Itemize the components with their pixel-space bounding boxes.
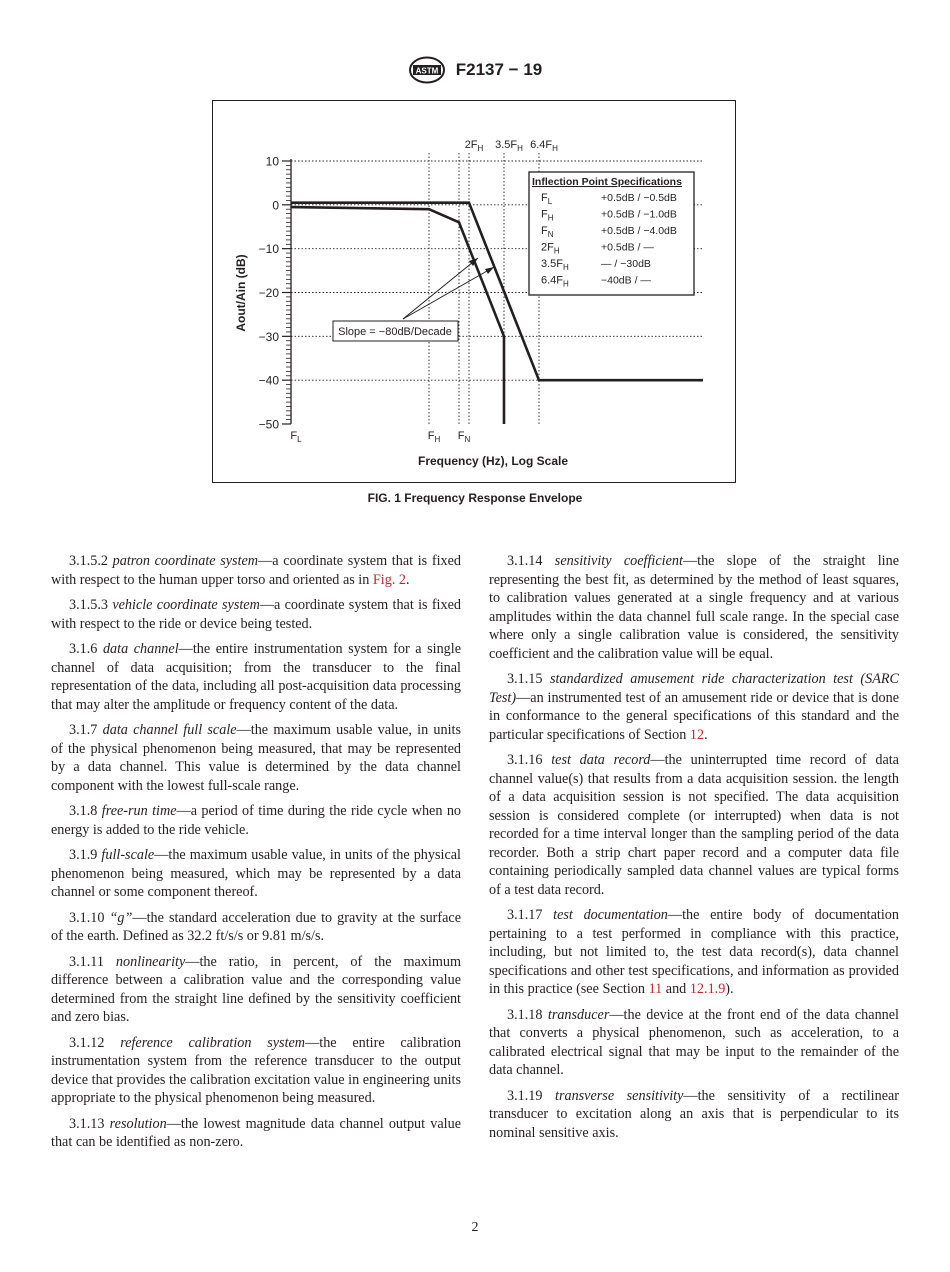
y-tick-label: −20 <box>258 286 279 300</box>
definition-number: 3.1.12 <box>69 1034 105 1051</box>
y-axis-label: Aout/Ain (dB) <box>234 254 248 332</box>
cross-reference-link[interactable]: Fig. 2 <box>372 571 407 588</box>
definition-text: —a period of time during the ride cycle when no energy is added to the ride vehicle. <box>51 803 462 838</box>
definition-number: 3.1.10 <box>69 909 105 926</box>
astm-logo-icon <box>408 56 446 84</box>
definition-term: data channel <box>102 641 179 657</box>
top-frequency-label: $2F_H$ <box>464 139 484 153</box>
legend-row-name: $F_L$ <box>541 192 553 206</box>
definition-term: transverse sensitivity <box>555 1087 684 1104</box>
cross-reference-link[interactable]: 12.1.9 <box>689 981 726 997</box>
y-tick-label: −40 <box>258 373 279 388</box>
definition-text: —the standard acceleration due to gravity at the surface of the earth. Defined as 32.2 ft/s/s or 9.81 m/s/s. <box>51 909 462 944</box>
definition-text-end: . <box>704 726 708 743</box>
legend-row-value: +0.5dB / −0.5dB <box>601 192 677 204</box>
definition-text: —the maximum usable value, in units of the physical phenomenon being measured, which may be represented by a data channel or some component thereof. <box>51 847 461 900</box>
definition-number: 3.1.7 <box>69 722 98 738</box>
definition-text-end: ). <box>725 981 734 997</box>
definition-term: nonlinearity <box>115 953 186 970</box>
definition-term: test documentation <box>553 907 668 923</box>
definition-paragraph <box>51 1115 461 1152</box>
right-column <box>489 552 899 1149</box>
definition-number: 3.1.6 <box>69 641 98 657</box>
annotation-arrowhead <box>485 267 494 274</box>
x-tick-label: $F_L$ <box>290 430 302 444</box>
definition-paragraph <box>51 721 461 795</box>
legend-row-value: — / −30dB <box>601 258 651 270</box>
definition-number: 3.1.11 <box>69 953 104 970</box>
definition-term: standardized amusement ride characterization test (SARC Test) <box>489 671 899 706</box>
cross-reference-link[interactable]: 11 <box>648 981 663 997</box>
definition-term: resolution <box>109 1115 167 1132</box>
definition-text: —the entire calibration instrumentation system from the reference transducer to the output device that provides the calibration excitation value in engineering units appropriate to the physical phenomenon being measured. <box>51 1034 462 1106</box>
definition-number: 3.1.17 <box>507 907 543 923</box>
definition-paragraph <box>51 909 461 946</box>
definition-paragraph <box>51 1034 461 1108</box>
legend-row-name: $3.5F_H$ <box>541 258 569 272</box>
definition-paragraph <box>51 953 461 1027</box>
top-frequency-label: $3.5F_H$ <box>495 139 523 153</box>
definition-text: —the sensitivity of a rectilinear transducer to excitation along an axis that is perpendicular to its nominal sensitive axis. <box>489 1087 900 1141</box>
definition-term: full-scale <box>101 847 155 863</box>
definition-text-end: . <box>406 571 410 588</box>
definition-term: “g” <box>109 909 133 926</box>
definition-number: 3.1.8 <box>69 803 98 819</box>
definition-term: free-run time <box>101 803 177 819</box>
definition-term: vehicle coordinate system <box>112 597 260 613</box>
annotation-arrow <box>403 258 478 319</box>
x-axis-label: Frequency (Hz), Log Scale <box>417 454 569 468</box>
legend-row-value: +0.5dB / −4.0dB <box>601 225 677 237</box>
definition-term: data channel full scale <box>102 722 237 738</box>
y-tick-label: −30 <box>258 329 279 344</box>
astm-logo-text: ASTM <box>415 66 439 76</box>
annotation-text: Slope = −80dB/Decade <box>338 326 452 338</box>
definition-number: 3.1.16 <box>507 752 543 768</box>
definition-text: —the ratio, in percent, of the maximum difference between a calibration value and the corresponding value determined from the straight line defined by the sensitivity coefficient and zero bias. <box>51 953 462 1025</box>
y-tick-label: −50 <box>258 417 279 432</box>
figure-1-frame <box>212 100 736 483</box>
definition-number: 3.1.9 <box>69 847 98 863</box>
page-header <box>0 56 950 84</box>
legend-row-value: +0.5dB / −1.0dB <box>601 208 677 221</box>
definition-term: patron coordinate system <box>112 553 259 569</box>
figure-caption: FIG. 1 Frequency Response Envelope <box>367 491 583 505</box>
definition-paragraph <box>51 596 461 633</box>
definition-term: test data record <box>551 752 651 768</box>
page-number: 2 <box>471 1220 479 1235</box>
definition-text: —the slope of the straight line representing the best fit, as determined by the method of least squares, to calibration values generated at a single frequency and at various amplitudes within the data channel full scale range. In the special case where only a single calibration value is considered, the sensitivity coefficient and the calibration value will be equal. <box>489 553 900 662</box>
envelope-line <box>291 207 504 424</box>
definition-paragraph <box>51 846 461 902</box>
legend-title: Inflection Point Specifications <box>532 176 682 188</box>
definition-text: —the entire instrumentation system for a single channel of data acquisition; from the transducer to the final representation of the data, including all post-acquisition data processing that may alter the amplitude or frequency content of the data. <box>51 641 462 713</box>
definition-term: sensitivity coefficient <box>554 553 683 569</box>
legend-row-name: $2F_H$ <box>541 241 560 256</box>
definition-paragraph <box>51 552 461 589</box>
definition-paragraph <box>51 640 461 714</box>
annotation-arrow <box>403 267 494 319</box>
definition-number: 3.1.15 <box>507 671 543 687</box>
top-frequency-label: $6.4F_H$ <box>530 139 558 153</box>
definition-text: —the entire body of documentation pertaining to a test performed in compliance with this practice, including, but not limited to, the test data record(s), data channel specifications and other test specifications, and information as provided in this practice (see Section <box>489 907 899 997</box>
legend-row-name: $F_N$ <box>541 225 554 239</box>
document-id: F2137 − 19 <box>455 60 543 79</box>
cross-reference-link[interactable]: 12 <box>689 726 705 743</box>
y-tick-label: −10 <box>258 242 279 257</box>
definition-term: reference calibration system <box>120 1034 306 1051</box>
definition-text: —the uninterrupted time record of data channel value(s) that results from a data acquisition session. the length of a data acquisition session is not specified. The data acquisition session is considered complete (or interrupted) when data is not recorded for a time interval longer than the sampling period of the data recorder. Both a strip chart paper record and a computer data file containing periodically sampled data channel values are typical forms of a test data record. <box>489 752 899 898</box>
definition-number: 3.1.13 <box>69 1115 105 1132</box>
definition-number: 3.1.14 <box>507 553 543 569</box>
definition-paragraph <box>489 670 899 744</box>
definition-text: —a coordinate system that is fixed with respect to the ride or device being tested. <box>51 597 461 632</box>
definition-paragraph <box>489 552 899 663</box>
x-tick-label: $F_H$ <box>427 430 441 444</box>
definition-text: —the maximum usable value, in units of the physical phenomenon being measured, that may be represented by a data channel. This value is determined by the data channel component with the lowest full-scale range. <box>51 722 461 794</box>
legend-row-name: $F_H$ <box>541 208 554 223</box>
definition-number: 3.1.18 <box>507 1006 543 1023</box>
legend-row-value: +0.5dB / — <box>601 241 654 254</box>
definition-term: transducer <box>547 1006 610 1023</box>
legend-row-name: $6.4F_H$ <box>541 274 569 289</box>
left-column <box>51 552 461 1159</box>
y-tick-label: 10 <box>265 154 279 169</box>
legend-row-value: −40dB / — <box>601 274 651 287</box>
definition-text: —the lowest magnitude data channel output value that can be identified as non-zero. <box>51 1115 462 1150</box>
definition-paragraph <box>51 802 461 839</box>
definition-paragraph <box>489 906 899 999</box>
definition-paragraph <box>489 751 899 899</box>
definition-number: 3.1.5.2 <box>69 553 109 569</box>
y-tick-label: 0 <box>272 198 279 213</box>
definition-number: 3.1.5.3 <box>69 597 109 613</box>
definition-number: 3.1.19 <box>507 1087 543 1104</box>
definition-paragraph <box>489 1087 899 1143</box>
definition-text: —a coordinate system that is fixed with respect to the human upper torso and oriented as in <box>51 553 461 588</box>
definition-text: —an instrumented test of an amusement ride or device that is done in conformance to the general specifications of this standard and the particular specifications of Section <box>489 689 899 743</box>
definition-paragraph <box>489 1006 899 1080</box>
frequency-response-chart <box>213 101 735 482</box>
x-tick-label: $F_N$ <box>457 430 471 444</box>
definition-text-mid: and <box>662 981 690 997</box>
definition-text: —the device at the front end of the data channel that converts a physical phenomenon, such as acceleration, to a calibrated electrical signal that may be input to the remainder of the data channel. <box>489 1006 900 1078</box>
